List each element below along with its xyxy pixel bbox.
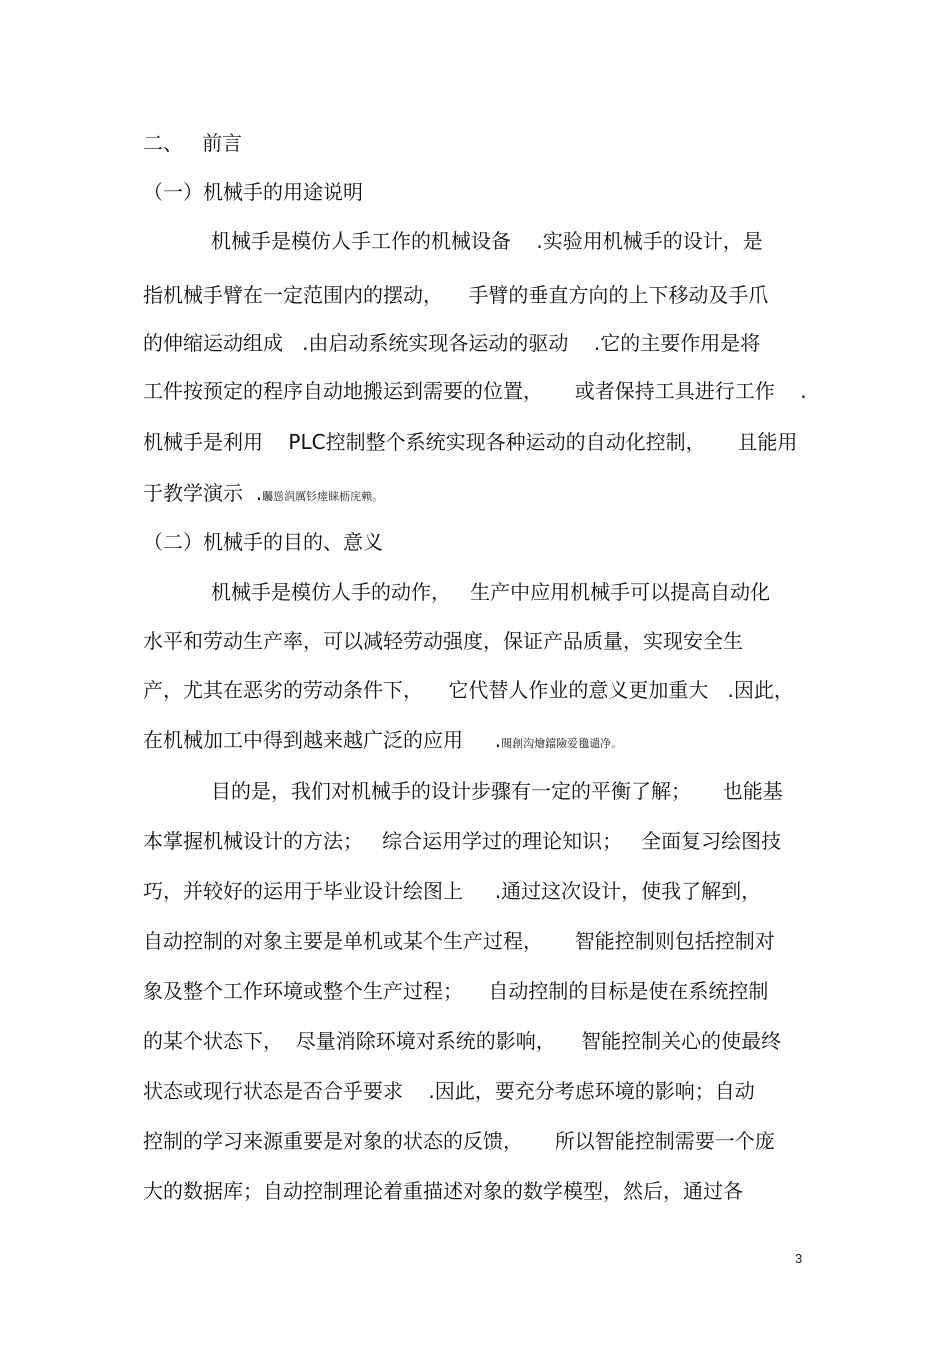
- paragraph-text: 于教学演示 .: [143, 481, 263, 505]
- garbled-tail-text: 矚慫润厲钐瘗睐枥庑赖。: [262, 490, 384, 503]
- paragraph-line: 机械手是模仿人手的动作， 生产中应用机械手可以提高自动化: [211, 580, 771, 604]
- paragraph-line: 状态或现行状态是否合乎要求 .因此，要充分考虑环境的影响；自动: [143, 1079, 755, 1103]
- subsection-heading-usage: （一）机械手的用途说明: [143, 180, 363, 204]
- paragraph-line: 机械手是模仿人手工作的机械设备 .实验用机械手的设计，是: [211, 229, 763, 253]
- paragraph-line: 指机械手臂在一定范围内的摆动， 手臂的垂直方向的上下移动及手爪: [143, 283, 769, 307]
- paragraph-line: 大的数据库；自动控制理论着重描述对象的数学模型，然后，通过各: [143, 1179, 743, 1203]
- paragraph-line: [143, 481, 383, 509]
- page-number: 3: [795, 1251, 803, 1266]
- section-heading: 二、 前言: [143, 131, 243, 155]
- paragraph-line: 象及整个工作环境或整个生产过程； 自动控制的目标是使在系统控制: [143, 979, 769, 1003]
- paragraph-line: 机械手是利用 PLC控制整个系统实现各种运动的自动化控制， 且能用: [143, 430, 798, 454]
- paragraph-line: 水平和劳动生产率，可以减轻劳动强度，保证产品质量，实现安全生: [143, 629, 743, 653]
- paragraph-line: 工件按预定的程序自动地搬运到需要的位置， 或者保持工具进行工作 .: [143, 379, 807, 403]
- paragraph-line: 的某个状态下， 尽量消除环境对系统的影响， 智能控制关心的使最终: [143, 1029, 782, 1053]
- garbled-tail-text: 聞創沟燴鐺險爱氇谴净。: [501, 737, 623, 750]
- subsection-heading-purpose: （二）机械手的目的、意义: [143, 530, 383, 554]
- paragraph-text: 在机械加工中得到越来越广泛的应用 .: [143, 728, 502, 752]
- paragraph-line: 控制的学习来源重要是对象的状态的反馈， 所以智能控制需要一个庞: [143, 1129, 775, 1153]
- paragraph-line: 自动控制的对象主要是单机或某个生产过程， 智能控制则包括控制对: [143, 929, 775, 953]
- paragraph-line: 的伸缩运动组成 .由启动系统实现各运动的驱动 .它的主要作用是将: [143, 331, 761, 355]
- paragraph-line: [143, 728, 622, 756]
- paragraph-line: 目的是，我们对机械手的设计步骤有一定的平衡了解； 也能基: [211, 779, 783, 803]
- paragraph-line: 本掌握机械设计的方法； 综合运用学过的理论知识； 全面复习绘图技: [143, 829, 782, 853]
- paragraph-line: 巧，并较好的运用于毕业设计绘图上 .通过这次设计，使我了解到，: [143, 879, 762, 903]
- paragraph-line: 产，尤其在恶劣的劳动条件下， 它代替人作业的意义更加重大 .因此，: [143, 678, 794, 702]
